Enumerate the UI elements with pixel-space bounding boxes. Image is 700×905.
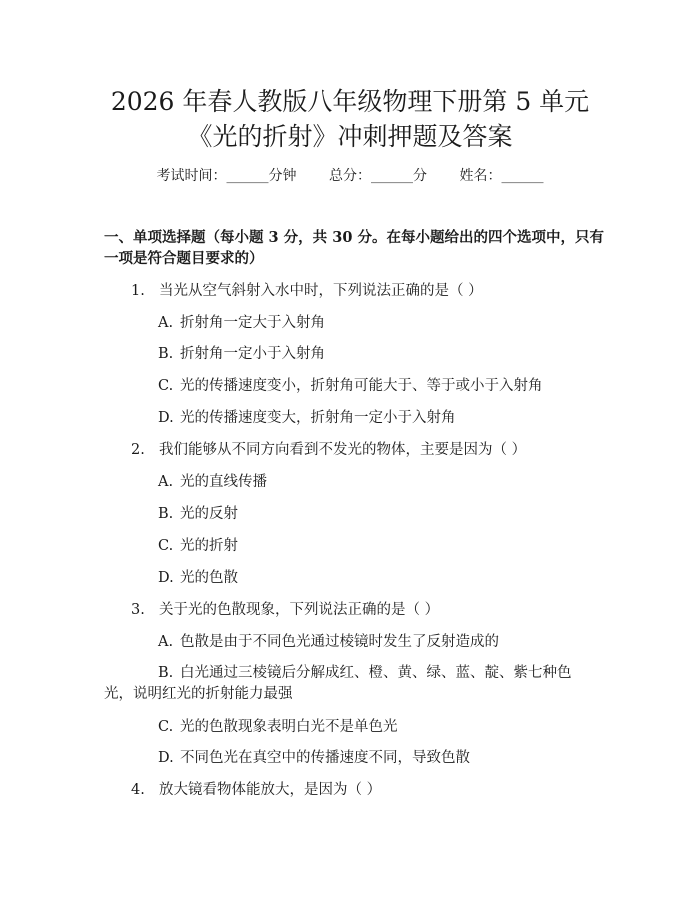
option-letter: C. <box>158 538 174 554</box>
question-number: 1. <box>131 283 145 299</box>
exam-time-field: 考试时间：______分钟 <box>156 168 297 184</box>
option-text: 白光通过三棱镜后分解成红、橙、黄、绿、蓝、靛、紫七种色光，说明红光的折射能力最强 <box>104 665 572 702</box>
option-text: 折射角一定大于入射角 <box>180 315 325 331</box>
option-1b <box>158 344 325 364</box>
option-2d <box>158 568 238 588</box>
exam-info-row <box>0 166 700 186</box>
option-text: 光的传播速度变小，折射角可能大于、等于或小于入射角 <box>180 378 543 394</box>
option-text: 光的直线传播 <box>180 474 267 490</box>
option-1c <box>158 376 543 396</box>
option-text: 光的色散 <box>180 570 238 586</box>
question-number: 3. <box>131 602 145 618</box>
question-2 <box>131 440 526 460</box>
option-2c <box>158 536 238 556</box>
question-3 <box>131 600 439 620</box>
question-4 <box>131 780 381 800</box>
exam-title-line-1: 2026 年春人教版八年级物理下册第 5 单元 <box>110 87 590 116</box>
option-text: 光的色散现象表明白光不是单色光 <box>180 719 398 735</box>
total-score-field: 总分：______分 <box>329 168 427 184</box>
option-letter: B. <box>158 506 174 522</box>
question-stem: 我们能够从不同方向看到不发光的物体，主要是因为（ ） <box>159 442 527 458</box>
option-text: 不同色光在真空中的传播速度不同，导致色散 <box>180 750 470 766</box>
option-letter: D. <box>158 750 174 766</box>
question-stem: 放大镜看物体能放大，是因为（ ） <box>159 782 382 798</box>
option-letter: A. <box>158 474 174 490</box>
option-text: 光的反射 <box>180 506 238 522</box>
option-letter: B. <box>158 346 174 362</box>
option-text: 色散是由于不同色光通过棱镜时发生了反射造成的 <box>180 634 499 650</box>
option-3a <box>158 632 499 652</box>
option-letter: C. <box>158 378 174 394</box>
option-letter: B. <box>158 665 174 681</box>
option-1a <box>158 313 325 333</box>
section-heading-single-choice: 一、单项选择题（每小题 3 分，共 30 分。在每小题给出的四个选项中，只有一项是符合题目要求的） <box>104 229 604 267</box>
option-text: 光的折射 <box>180 538 238 554</box>
option-letter: C. <box>158 719 174 735</box>
option-text: 折射角一定小于入射角 <box>180 346 325 362</box>
option-letter: D. <box>158 570 174 586</box>
exam-title-line-2: 《光的折射》冲刺押题及答案 <box>187 122 513 151</box>
option-letter: A. <box>158 315 174 331</box>
option-text: 光的传播速度变大，折射角一定小于入射角 <box>180 410 456 426</box>
question-stem: 当光从空气斜射入水中时，下列说法正确的是（ ） <box>159 283 483 299</box>
question-1 <box>131 281 483 301</box>
question-stem: 关于光的色散现象，下列说法正确的是（ ） <box>159 602 440 618</box>
option-3b <box>104 663 600 705</box>
option-2a <box>158 472 267 492</box>
option-letter: D. <box>158 410 174 426</box>
option-3c <box>158 717 398 737</box>
question-number: 4. <box>131 782 145 798</box>
option-1d <box>158 408 456 428</box>
question-number: 2. <box>131 442 145 458</box>
option-letter: A. <box>158 634 174 650</box>
option-2b <box>158 504 238 524</box>
option-3d <box>158 748 470 768</box>
name-field: 姓名：______ <box>459 168 544 184</box>
